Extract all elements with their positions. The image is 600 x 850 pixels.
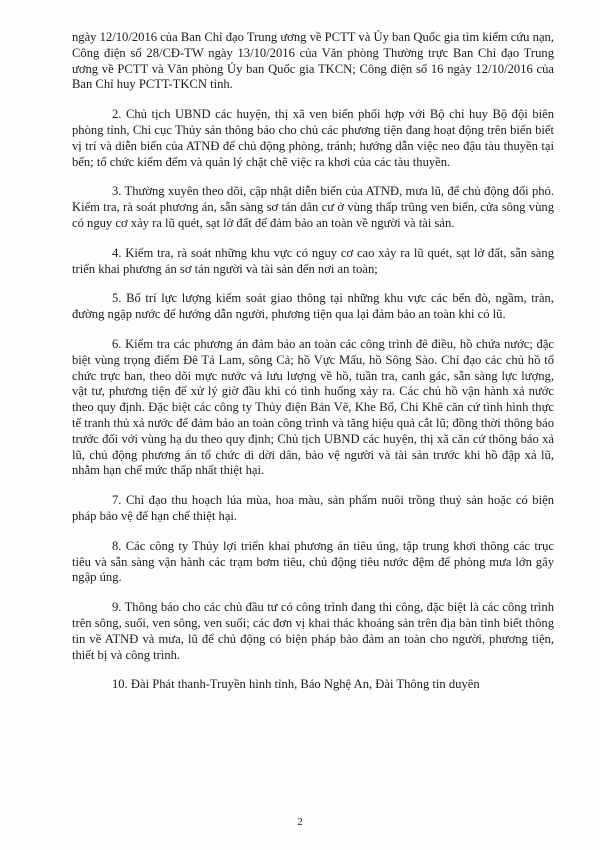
paragraph-item-3: 3. Thường xuyên theo dõi, cập nhật diễn biến của ATNĐ, mưa lũ, để chủ động đối phó. Kiểm tra, rà soát phương án, sẵn sàng sơ tán dân cư ở vùng thấp trũng ven biển, cửa sông vùng có nguy cơ xảy ra lũ quét, sạt lở đất để đảm bảo an toàn về người và tài sản. <box>72 184 554 230</box>
paragraph-continuation: ngày 12/10/2016 của Ban Chỉ đạo Trung ương về PCTT và Ủy ban Quốc gia tìm kiếm cứu nạn, Công điện số 28/CĐ-TW ngày 13/10/2016 của Văn phòng Thường trực Ban Chỉ đạo Trung ương về PCTT và Văn phòng Ủy ban Quốc gia TKCN; Công điện số 16 ngày 12/10/2016 của Ban Chỉ huy PCTT-TKCN tỉnh. <box>72 30 554 92</box>
document-body <box>72 30 554 707</box>
paragraph-item-2: 2. Chủ tịch UBND các huyện, thị xã ven biển phối hợp với Bộ chỉ huy Bộ đội biên phòng tỉnh, Chi cục Thủy sản thông báo cho chủ các phương tiện đang hoạt động trên biển biết vị trí và diễn biến của ATNĐ để chủ động phòng, tránh; hướng dẫn việc neo đậu tàu thuyền tại bến; tổ chức kiểm đếm và quản lý chặt chẽ việc ra khơi của các tàu thuyền. <box>72 107 554 169</box>
paragraph-item-5: 5. Bố trí lực lượng kiểm soát giao thông tại những khu vực các bến đò, ngầm, tràn, đường ngập nước để hướng dẫn người, phương tiện qua lại đảm bảo an toàn khi có lũ. <box>72 291 554 322</box>
paragraph-item-4: 4. Kiểm tra, rà soát những khu vực có nguy cơ cao xảy ra lũ quét, sạt lở đất, sẵn sàng triển khai phương án sơ tán người và tài sản đến nơi an toàn; <box>72 245 554 276</box>
paragraph-item-9: 9. Thông báo cho các chủ đầu tư có công trình đang thi công, đặc biệt là các công trình trên sông, suối, ven sông, ven suối; các đơn vị khai thác khoáng sản trên địa bàn tỉnh biết thông tin về ATNĐ và mưa, lũ để chủ động có biện pháp bảo đảm an toàn cho người, phương tiện, thiết bị và công trình. <box>72 600 554 662</box>
paragraph-item-7: 7. Chỉ đạo thu hoạch lúa mùa, hoa màu, sản phẩm nuôi trồng thuỷ sản hoặc có biện pháp bảo vệ để hạn chế thiệt hại. <box>72 493 554 523</box>
paragraph-item-10: 10. Đài Phát thanh-Truyền hình tỉnh, Báo Nghệ An, Đài Thông tin duyên <box>112 677 480 692</box>
page-number: 2 <box>297 816 303 828</box>
paragraph-item-6: 6. Kiểm tra các phương án đảm bảo an toàn các công trình đê điều, hồ chứa nước; đặc biệt vùng trọng điểm Đê Tả Lam, sông Cả; hồ Vực Mấu, hồ Sông Sào. Chỉ đạo các chủ hồ tổ chức trực ban, theo dõi mực nước và lưu lượng về hồ, tuần tra, canh gác, sẵn sàng lực lượng, vật tư, phương tiện để xử lý giờ đầu khi có tình huống xảy ra. Các chủ hồ vận hành xả nước theo quy định. Đặc biệt các công ty Thủy điện Bản Vẽ, Khe Bố, Chi Khê căn cứ tình hình thực tế tranh thủ xả nước để đảm bảo an toàn công trình và tăng hiệu quả cắt lũ; đồng thời thông báo trước đối với vùng hạ du theo quy định; Chủ tịch UBND các huyện, thị xã căn cứ thông báo xả lũ, chủ động phương án tổ chức di dời dân, bảo vệ người và tài sản trước khi hồ đập xả lũ, nhằm hạn chế mức thấp nhất thiệt hại. <box>72 336 554 478</box>
paragraph-item-8: 8. Các công ty Thủy lợi triển khai phương án tiêu úng, tập trung khơi thông các trục tiêu và sẵn sàng vận hành các trạm bơm tiêu, chủ động tiêu nước đệm để phòng mưa lớn gây ngập úng. <box>72 538 554 585</box>
